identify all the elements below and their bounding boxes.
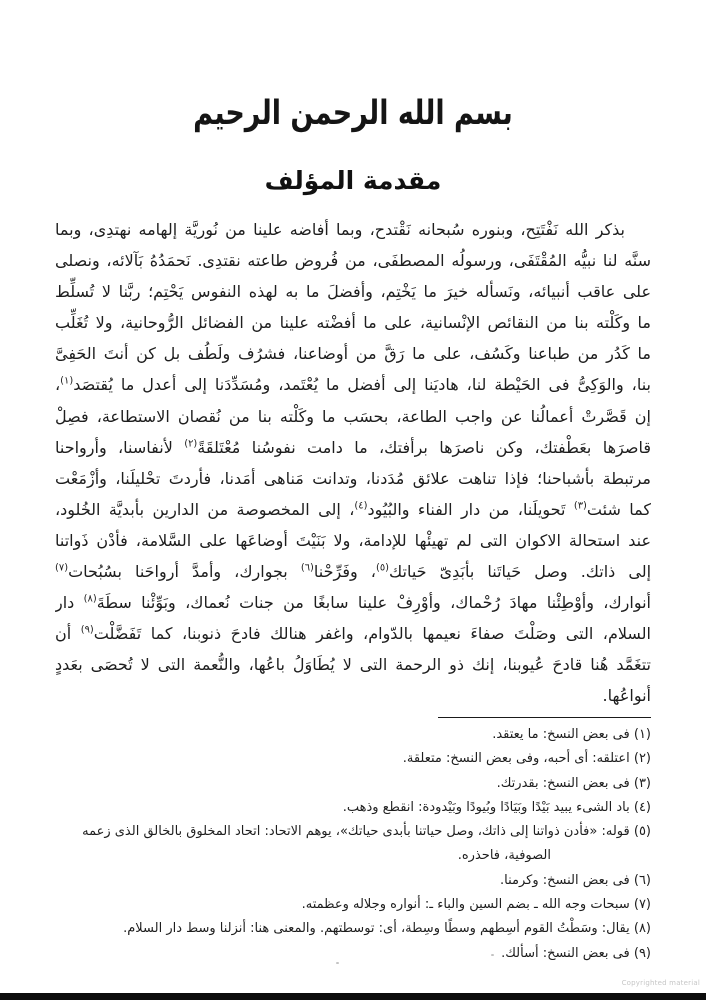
body-paragraph [55, 214, 651, 712]
body-line: إن قَصَّرتْ أعمالُنا عن واجب الطاعة، بحسَب ما وكَلْته بنا من نُقصان الاستطاعة، فصِلْ [55, 406, 651, 426]
footnote: (٦) فى بعض النسخ: وكرمنا. [499, 872, 651, 888]
body-line: إلى ذاتك. وصل حَياتَنا بأبَدِىّ حَياتك$^{(٥)}$، وفَرِّحْنا$^{(٦)}$ بجوارك، وأمدَّ أرواحَنا بسُبُحات$^{(٧)}$ [55, 562, 651, 582]
body-line: ما كَدُر من طباعنا وكَسُف، على ما رَقَّ من أوضاعنا، فشرُف ولَطُف بل كن أنتَ الحَفِىَّ [55, 344, 651, 364]
body-line: أنواعُها. [602, 686, 651, 706]
footnote: (٥) قوله: «فأدن ذواتنا إلى ذاتك، وصل حياتنا بأبدى حياتك»، يوهم الاتحاد: اتحاد المخلوق بالخالق الذى زعمه الصوفية، فاحذره. [82, 824, 651, 864]
footnotes-block [44, 723, 651, 966]
scan-speck [336, 962, 339, 964]
scan-speck [491, 954, 494, 956]
basmala-calligraphy: بسم الله الرحمن الرحيم [193, 94, 513, 133]
body-line: ما وكَلْته بنا من النقائص الإنْسانية، على ما أفضْته علينا من الفضائل الرُّوحانية، ولا تُغَلِّب [55, 313, 651, 333]
body-line: عند استحالة الاكوان التى لم تهيئْها للإدامة، ولا بَنَيْتَ أوضاعَها على السَّلامة، فأدْن ذَواتنا [55, 530, 651, 550]
page-title: مقدمة المؤلف [264, 166, 442, 195]
footnote: (٧) سبحات وجه الله ـ بضم السين والباء ـ: أنواره وجلاله وعظمته. [301, 897, 651, 913]
body-line: بذكر الله نَفْتَتِح، وبنوره سُبحانه نَقْتدح، وبما أفاضه علينا من نُوريَّة إلهامه نهتدِى، وبما [55, 220, 625, 239]
footnote: (٢) اعتلقه: أى أحبه، وفى بعض النسخ: متعلقة. [402, 751, 651, 767]
body-line: على عاقب أنبيائه، ونَسأله خيرَ ما يَخْتِم، وأفضلَ ما به لهذه النفوس يَحْتِم؛ ربَّنا لا تُسلِّط [55, 282, 651, 302]
footnote-separator-rule [438, 717, 651, 718]
footnote: (٩) فى بعض النسخ: أسألك. [501, 945, 651, 961]
body-line: تتغَمَّد هُنا قادحَ عُيوبنا، إنك ذو الرحمة التى لا يُطَاوَلُ باعُها، والنُّعمة التى لا تُحصَى بعَددٍ [55, 655, 651, 675]
body-line: السلام، التى وصَلْتَ صفاءَ نعيمها بالدّوام، واغفر هنالك فادحَ ذنوبنا، كما تَفَضَّلْت$^{(٩)}$ أن [55, 624, 651, 644]
footnote: (٣) فى بعض النسخ: بقدرتك. [496, 775, 651, 791]
body-line: قاصرَها بعَطْفتك، وكن ناصرَها برأفتك، ما دامت نفوسُنا مُعْتَلقَةً$^{(٢)}$ لأنفاسنا، وأرواحنا [55, 437, 651, 457]
footnote: (١) فى بعض النسخ: ما يعتقد. [492, 727, 651, 742]
body-line: كما شئت$^{(٣)}$ تَحويلَنا، من دار الفناء والبُيُود$^{(٤)}$، إلى المخصوصة من الدارين بأبديَّة الخُلود، [55, 499, 651, 519]
copyright-watermark: Copyrighted material [621, 979, 700, 987]
body-line: أنوارك، وأوْطِئْنا مهادَ رُحْماك، وأوْرِفْ علينا سابغًا من جنات نُعماك، وبَوِّئْنا سطَةَ$^{(٨)}$ دار [55, 593, 651, 613]
scan-edge-bar [0, 993, 706, 1000]
footnote: (٨) يقال: وسَطْتُ القوم أسِطهم وسطًا وسِطة، أى: توسطتهم. والمعنى هنا: أنزلنا وسط دار السلام. [123, 921, 651, 937]
body-line: سنَّه لنا نبيُّه المُقْتَفَى، ورسولُه المصطفَى، من فُروض طاعته نقتدِى. نَحمَدُهُ بَآلائه، ونصلى [55, 251, 651, 271]
body-line: بنا، والوَكِىُّ فى الحَيْطة لنا، هاديَنا إلى أفضل ما يُعْتَمد، ومُسَدِّدَنا إلى أعدل ما يُقتصَد$^{(١)}$، [55, 375, 651, 395]
footnote: (٤) باد الشىء يبيد بَيْدًا وبَيَادًا وبُيودًا وبَيْدودة: انقطع وذهب. [342, 799, 651, 815]
body-line: مرتبطة بأشباحنا؛ فإذا تناهت علائق مُدَدنا، وتدانت مَناهى أمَدنا، فأردتَ تحْليلَنا، وأزْمَعْت [55, 468, 651, 488]
